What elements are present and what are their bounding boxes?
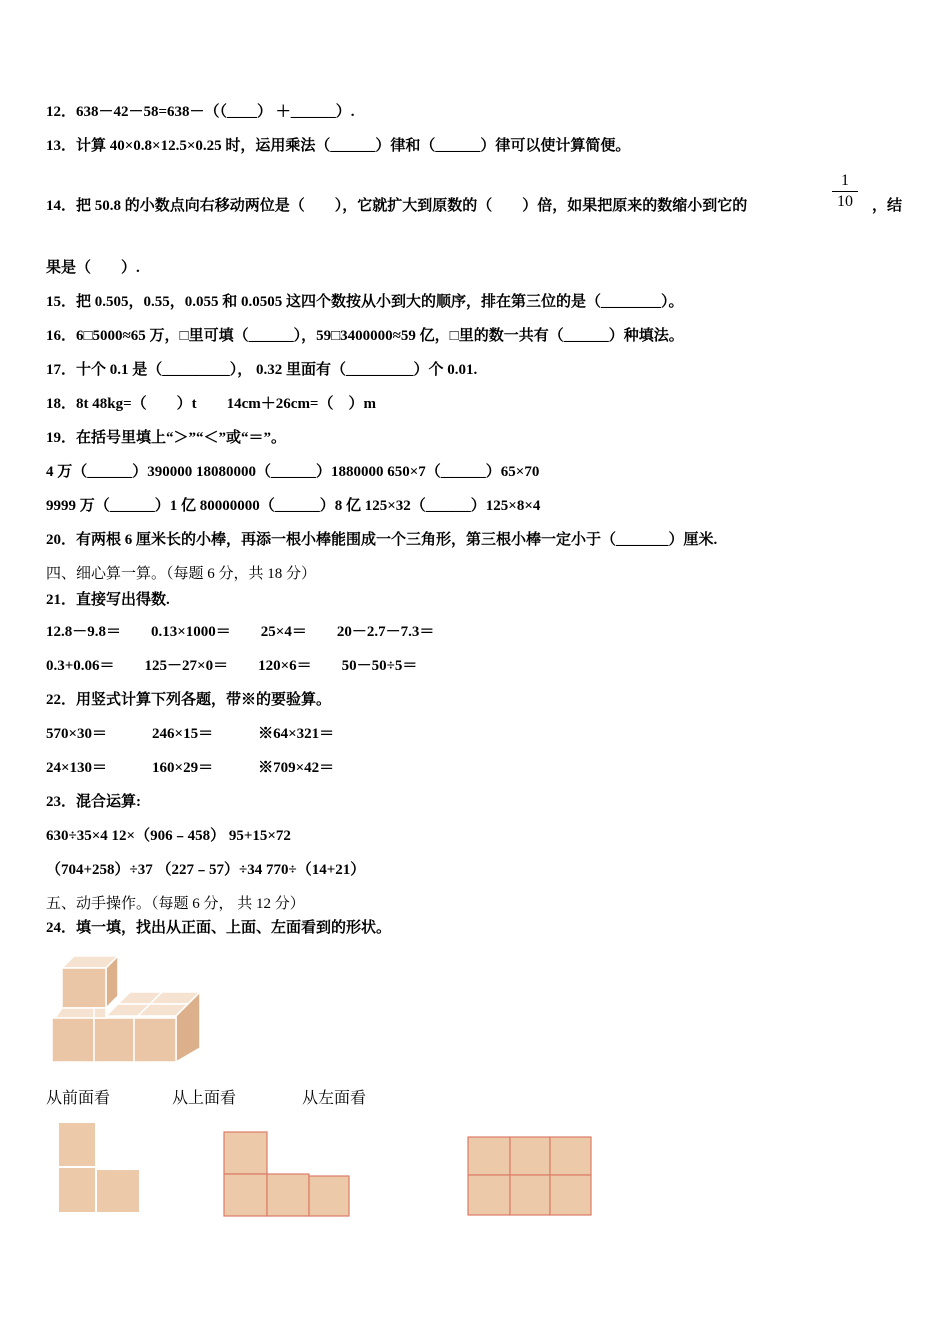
section-5-title: 五、动手操作。（每题 6 分， 共 12 分） (46, 896, 305, 912)
fraction-one-tenth (832, 172, 858, 211)
question-16: 16．6□5000≈65 万，□里可填（______），59□3400000≈59 亿，□里的数一共有（______）种填法。 (46, 328, 684, 344)
question-19: 19．在括号里填上“＞”“＜”或“＝”。 (46, 430, 287, 446)
question-22-row1: 570×30＝ 246×15＝ ※64×321＝ (46, 726, 335, 742)
fraction-denominator: 10 (837, 193, 853, 210)
question-14-cont: 果是（ ）. (46, 260, 140, 276)
cube-stack-figure (48, 950, 208, 1065)
question-13: 13．计算 40×0.8×12.5×0.25 时，运用乘法（______）律和（______）律可以使计算简便。 (46, 138, 631, 154)
question-19-row2: 9999 万（______）1 亿 80000000（______）8 亿 125×32（______）125×8×4 (46, 498, 541, 514)
question-23: 23．混合运算: (46, 794, 141, 810)
question-15: 15．把 0.505，0.55，0.055 和 0.0505 这四个数按从小到大的顺序，排在第三位的是（________）。 (46, 294, 684, 310)
left-view-figure (466, 1135, 596, 1219)
top-view-figure (222, 1130, 354, 1220)
question-23-row1: 630÷35×4 12×（906﹣458） 95+15×72 (46, 828, 291, 844)
question-23-row2: （704+258）÷37 （227﹣57）÷34 770÷（14+21） (46, 862, 366, 878)
question-12: 12．638－42－58=638－（（____） ＋______）. (46, 104, 355, 120)
section-4-title: 四、细心算一算。（每题 6 分，共 18 分） (46, 566, 317, 582)
question-14-tail: ，结 (872, 198, 903, 214)
question-22: 22．用竖式计算下列各题，带※的要验算。 (46, 692, 332, 708)
question-21-row1: 12.8－9.8＝ 0.13×1000＝ 25×4＝ 20－2.7－7.3＝ (46, 624, 435, 640)
question-18: 18．8t 48kg=（ ）t 14cm＋26cm=（ ）m (46, 396, 376, 412)
caption-left-view: 从左面看 (302, 1088, 367, 1107)
caption-front-view: 从前面看 (46, 1088, 111, 1107)
question-20: 20．有两根 6 厘米长的小棒，再添一根小棒能围成一个三角形，第三根小棒一定小于（_______）厘米. (46, 532, 718, 548)
question-22-row2: 24×130＝ 160×29＝ ※709×42＝ (46, 760, 335, 776)
question-24: 24．填一填，找出从正面、上面、左面看到的形状。 (46, 920, 392, 936)
question-21: 21．直接写出得数. (46, 592, 170, 608)
question-17: 17．十个 0.1 是（_________）， 0.32 里面有（_________）个 0.01. (46, 362, 478, 378)
question-14 (46, 196, 747, 216)
fraction-numerator: 1 (841, 172, 849, 189)
front-view-figure (56, 1120, 146, 1220)
caption-top-view: 从上面看 (172, 1088, 237, 1107)
question-14-text: 14．把 50.8 的小数点向右移动两位是（ ），它就扩大到原数的（ ）倍，如果把原来的数缩小到它的 (46, 198, 748, 214)
question-21-row2: 0.3+0.06＝ 125－27×0＝ 120×6＝ 50－50÷5＝ (46, 658, 418, 674)
question-19-row1: 4 万（______）390000 18080000（______）1880000 650×7（______）65×70 (46, 464, 540, 480)
